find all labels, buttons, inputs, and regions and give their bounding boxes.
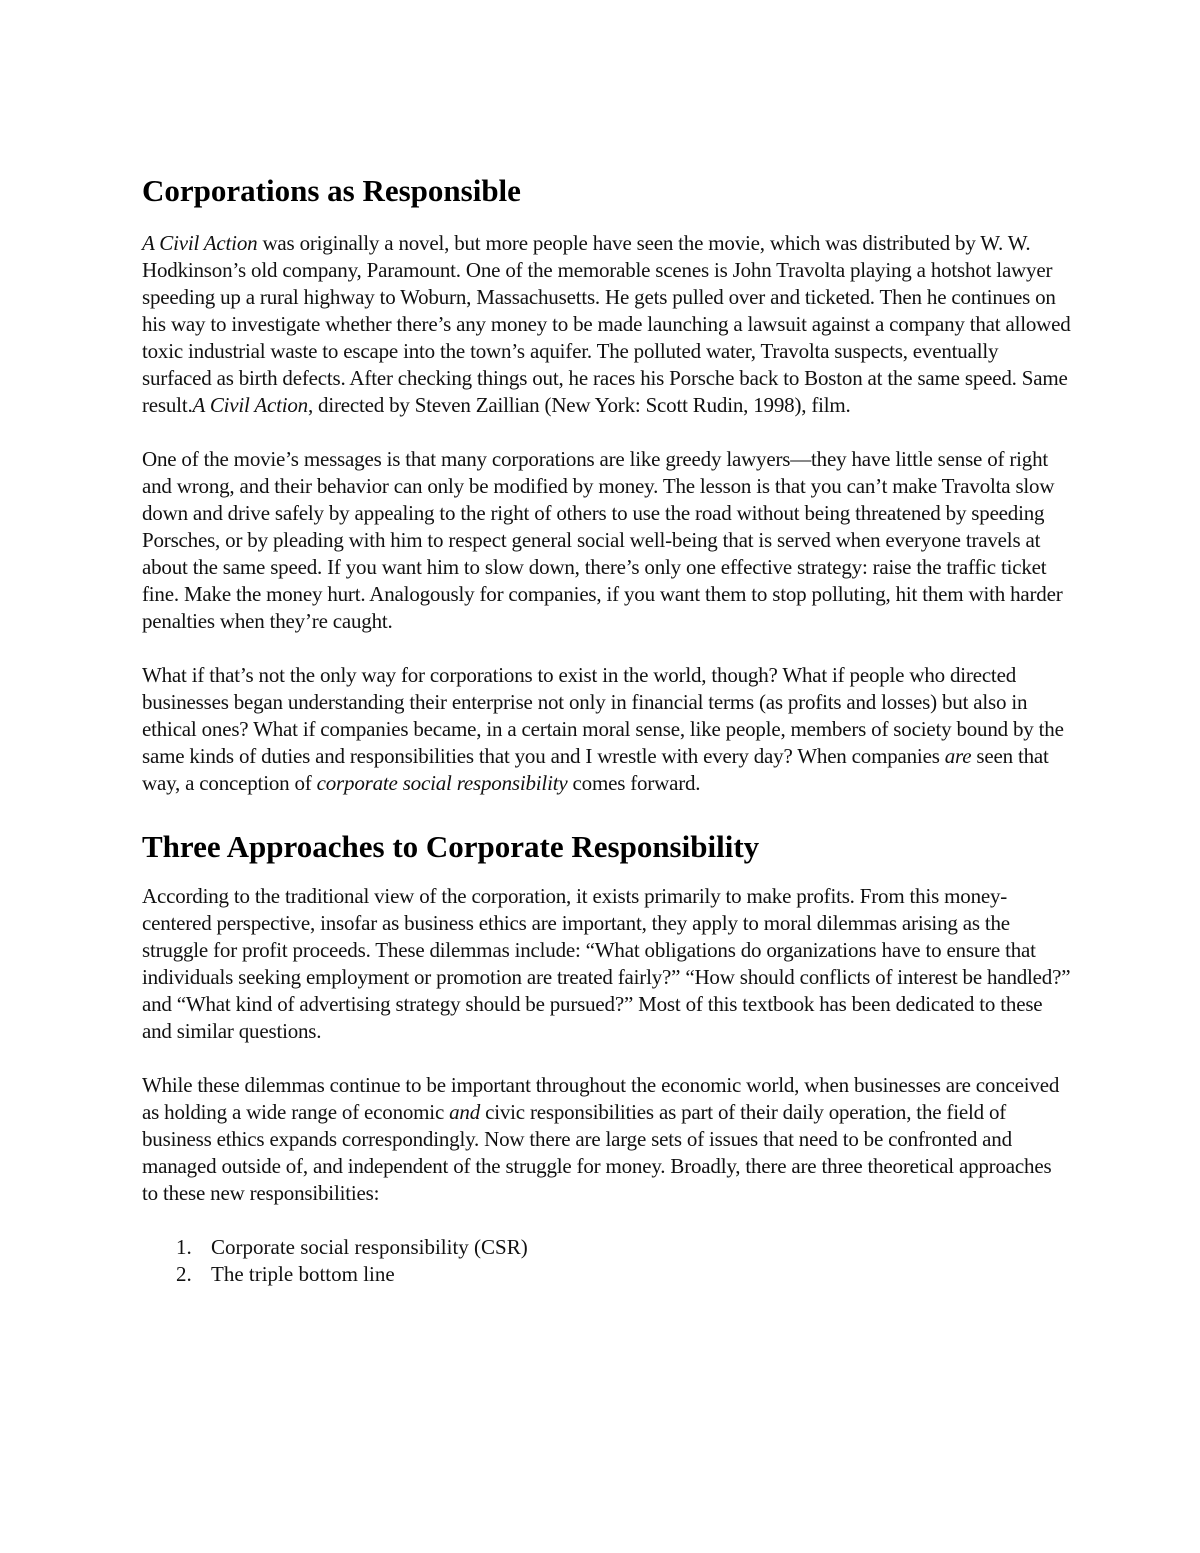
list-number: 2. xyxy=(176,1262,192,1286)
italic-emphasis: are xyxy=(944,744,972,768)
document-page xyxy=(142,168,1072,1288)
paragraph-what-if: What if that’s not the only way for corporations to exist in the world, though? What if people who directed businesses began understanding their enterprise not only in financial terms (as profits and losses) but also in ethical ones? What if companies became, in a certain moral sense, like people, members of society bound by the same kinds of duties and responsibilities that you and I wrestle with every day? When companies are seen that way, a conception of corporate social responsibility comes forward. xyxy=(142,663,1064,795)
list-item xyxy=(142,1261,1072,1288)
list-number: 1. xyxy=(176,1235,192,1259)
approaches-list xyxy=(142,1234,1072,1288)
list-text: Corporate social responsibility (CSR) xyxy=(211,1235,528,1259)
italic-emphasis: and xyxy=(449,1100,481,1124)
paragraph-dilemmas: While these dilemmas continue to be important throughout the economic world, when businesses are conceived as holding a wide range of economic and civic responsibilities as part of their daily operation, the field of business ethics expands correspondingly. Now there are large sets of issues that need to be confronted and managed outside of, and independent of the struggle for money. Broadly, there are three theoretical approaches to these new responsibilities: xyxy=(142,1073,1060,1205)
list-text: The triple bottom line xyxy=(211,1262,395,1286)
list-item xyxy=(142,1234,1072,1261)
paragraph-messages: One of the movie’s messages is that many corporations are like greedy lawyers—they have little sense of right and wrong, and their behavior can only be modified by money. The lesson is that you can’t make Travolta slow down and drive safely by appealing to the right of others to use the road without being threatened by speeding Porsches, or by pleading with him to respect general social well-being that is served when everyone travels at about the same speed. If you want him to slow down, there’s only one effective strategy: raise the traffic ticket fine. Make the money hurt. Analogously for companies, if you want them to stop polluting, hit them with harder penalties when they’re caught. xyxy=(142,447,1063,633)
section-heading: Corporations as Responsible xyxy=(142,173,521,208)
paragraph-intro: A Civil Action was originally a novel, but more people have seen the movie, which was distributed by W. W. Hodkinson’s old company, Paramount. One of the memorable scenes is John Travolta playing a hotshot lawyer speeding up a rural highway to Woburn, Massachusetts. He gets pulled over and ticketed. Then he continues on his way to investigate whether there’s any money to be made launching a lawsuit against a company that allowed toxic industrial waste to escape into the town’s aquifer. The polluted water, Travolta suspects, eventually surfaced as birth defects. After checking things out, he races his Porsche back to Boston at the same speed. Same result.A Civil Action, directed by Steven Zaillian (New York: Scott Rudin, 1998), film. xyxy=(142,231,1071,417)
subsection-heading: Three Approaches to Corporate Responsibility xyxy=(142,829,760,864)
italic-title: A Civil Action xyxy=(142,231,258,255)
paragraph-traditional-view: According to the traditional view of the corporation, it exists primarily to make profits. From this money-centered perspective, insofar as business ethics are important, they apply to moral dilemmas arising as the struggle for profit proceeds. These dilemmas include: “What obligations do organizations have to ensure that individuals seeking employment or promotion are treated fairly?” “How should conflicts of interest be handled?” and “What kind of advertising strategy should be pursued?” Most of this textbook has been dedicated to these and similar questions. xyxy=(142,884,1071,1043)
italic-title: A Civil Action xyxy=(192,393,308,417)
italic-term: corporate social responsibility xyxy=(316,771,568,795)
